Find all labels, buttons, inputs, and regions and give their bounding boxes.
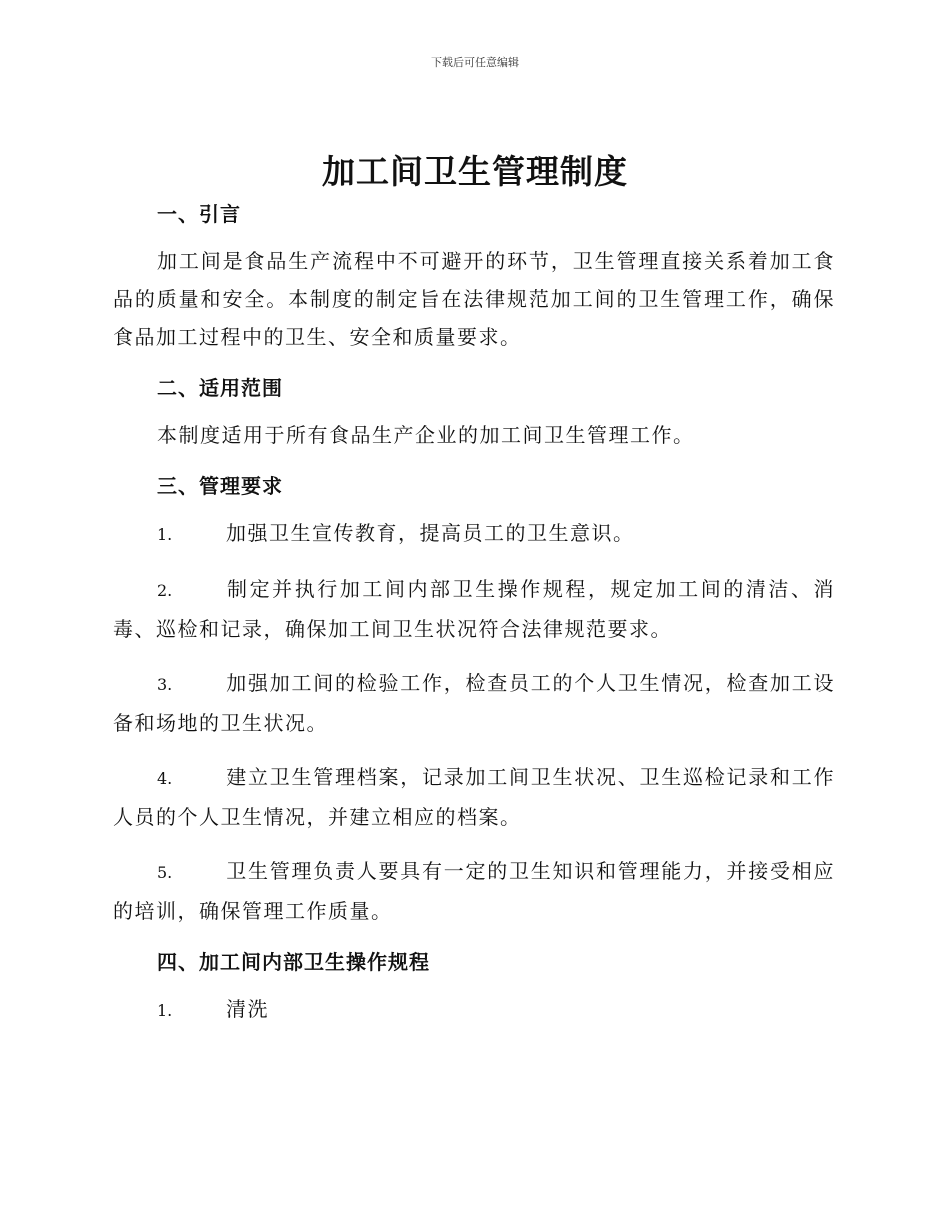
- list-item-text: 清洗: [226, 997, 269, 1021]
- section-heading-procedures: 四、加工间内部卫生操作规程: [157, 950, 430, 974]
- list-item-number: 5.: [157, 863, 173, 882]
- list-item: [113, 514, 835, 554]
- list-item-text: 卫生管理负责人要具有一定的卫生知识和管理能力，并接受相应的培训，确保管理工作质量。: [113, 859, 835, 923]
- list-item-text: 制定并执行加工间内部卫生操作规程，规定加工间的清洁、消毒、巡检和记录，确保加工间卫生状况符合法律规范要求。: [113, 577, 835, 641]
- document-title: 加工间卫生管理制度: [322, 152, 628, 191]
- page-header-note: 下载后可任意编辑: [431, 56, 519, 69]
- list-item-text: 加强加工间的检验工作，检查员工的个人卫生情况，检查加工设备和场地的卫生状况。: [113, 671, 835, 735]
- list-item: [113, 570, 835, 648]
- list-item-text: 建立卫生管理档案，记录加工间卫生状况、卫生巡检记录和工作人员的个人卫生情况，并建立相应的档案。: [113, 765, 835, 829]
- list-item-number: 2.: [157, 581, 173, 600]
- section-paragraph: 本制度适用于所有食品生产企业的加工间卫生管理工作。: [157, 423, 695, 447]
- list-item: [113, 852, 835, 930]
- list-item-text: 加强卫生宣传教育，提高员工的卫生意识。: [226, 521, 635, 545]
- list-item: [113, 664, 835, 742]
- list-item-number: 4.: [157, 769, 173, 788]
- list-item: [113, 758, 835, 836]
- section-heading-requirements: 三、管理要求: [157, 474, 283, 498]
- list-item-number: 1.: [157, 525, 173, 544]
- section-paragraph: 加工间是食品生产流程中不可避开的环节，卫生管理直接关系着加工食品的质量和安全。本制度的制定旨在法律规范加工间的卫生管理工作，确保食品加工过程中的卫生、安全和质量要求。: [113, 249, 835, 349]
- section-heading-scope: 二、适用范围: [157, 376, 283, 400]
- list-item: [113, 990, 835, 1030]
- list-item-number: 1.: [157, 1001, 173, 1020]
- list-item-number: 3.: [157, 675, 173, 694]
- document-body: [113, 198, 835, 1030]
- section-heading-intro: 一、引言: [157, 202, 241, 226]
